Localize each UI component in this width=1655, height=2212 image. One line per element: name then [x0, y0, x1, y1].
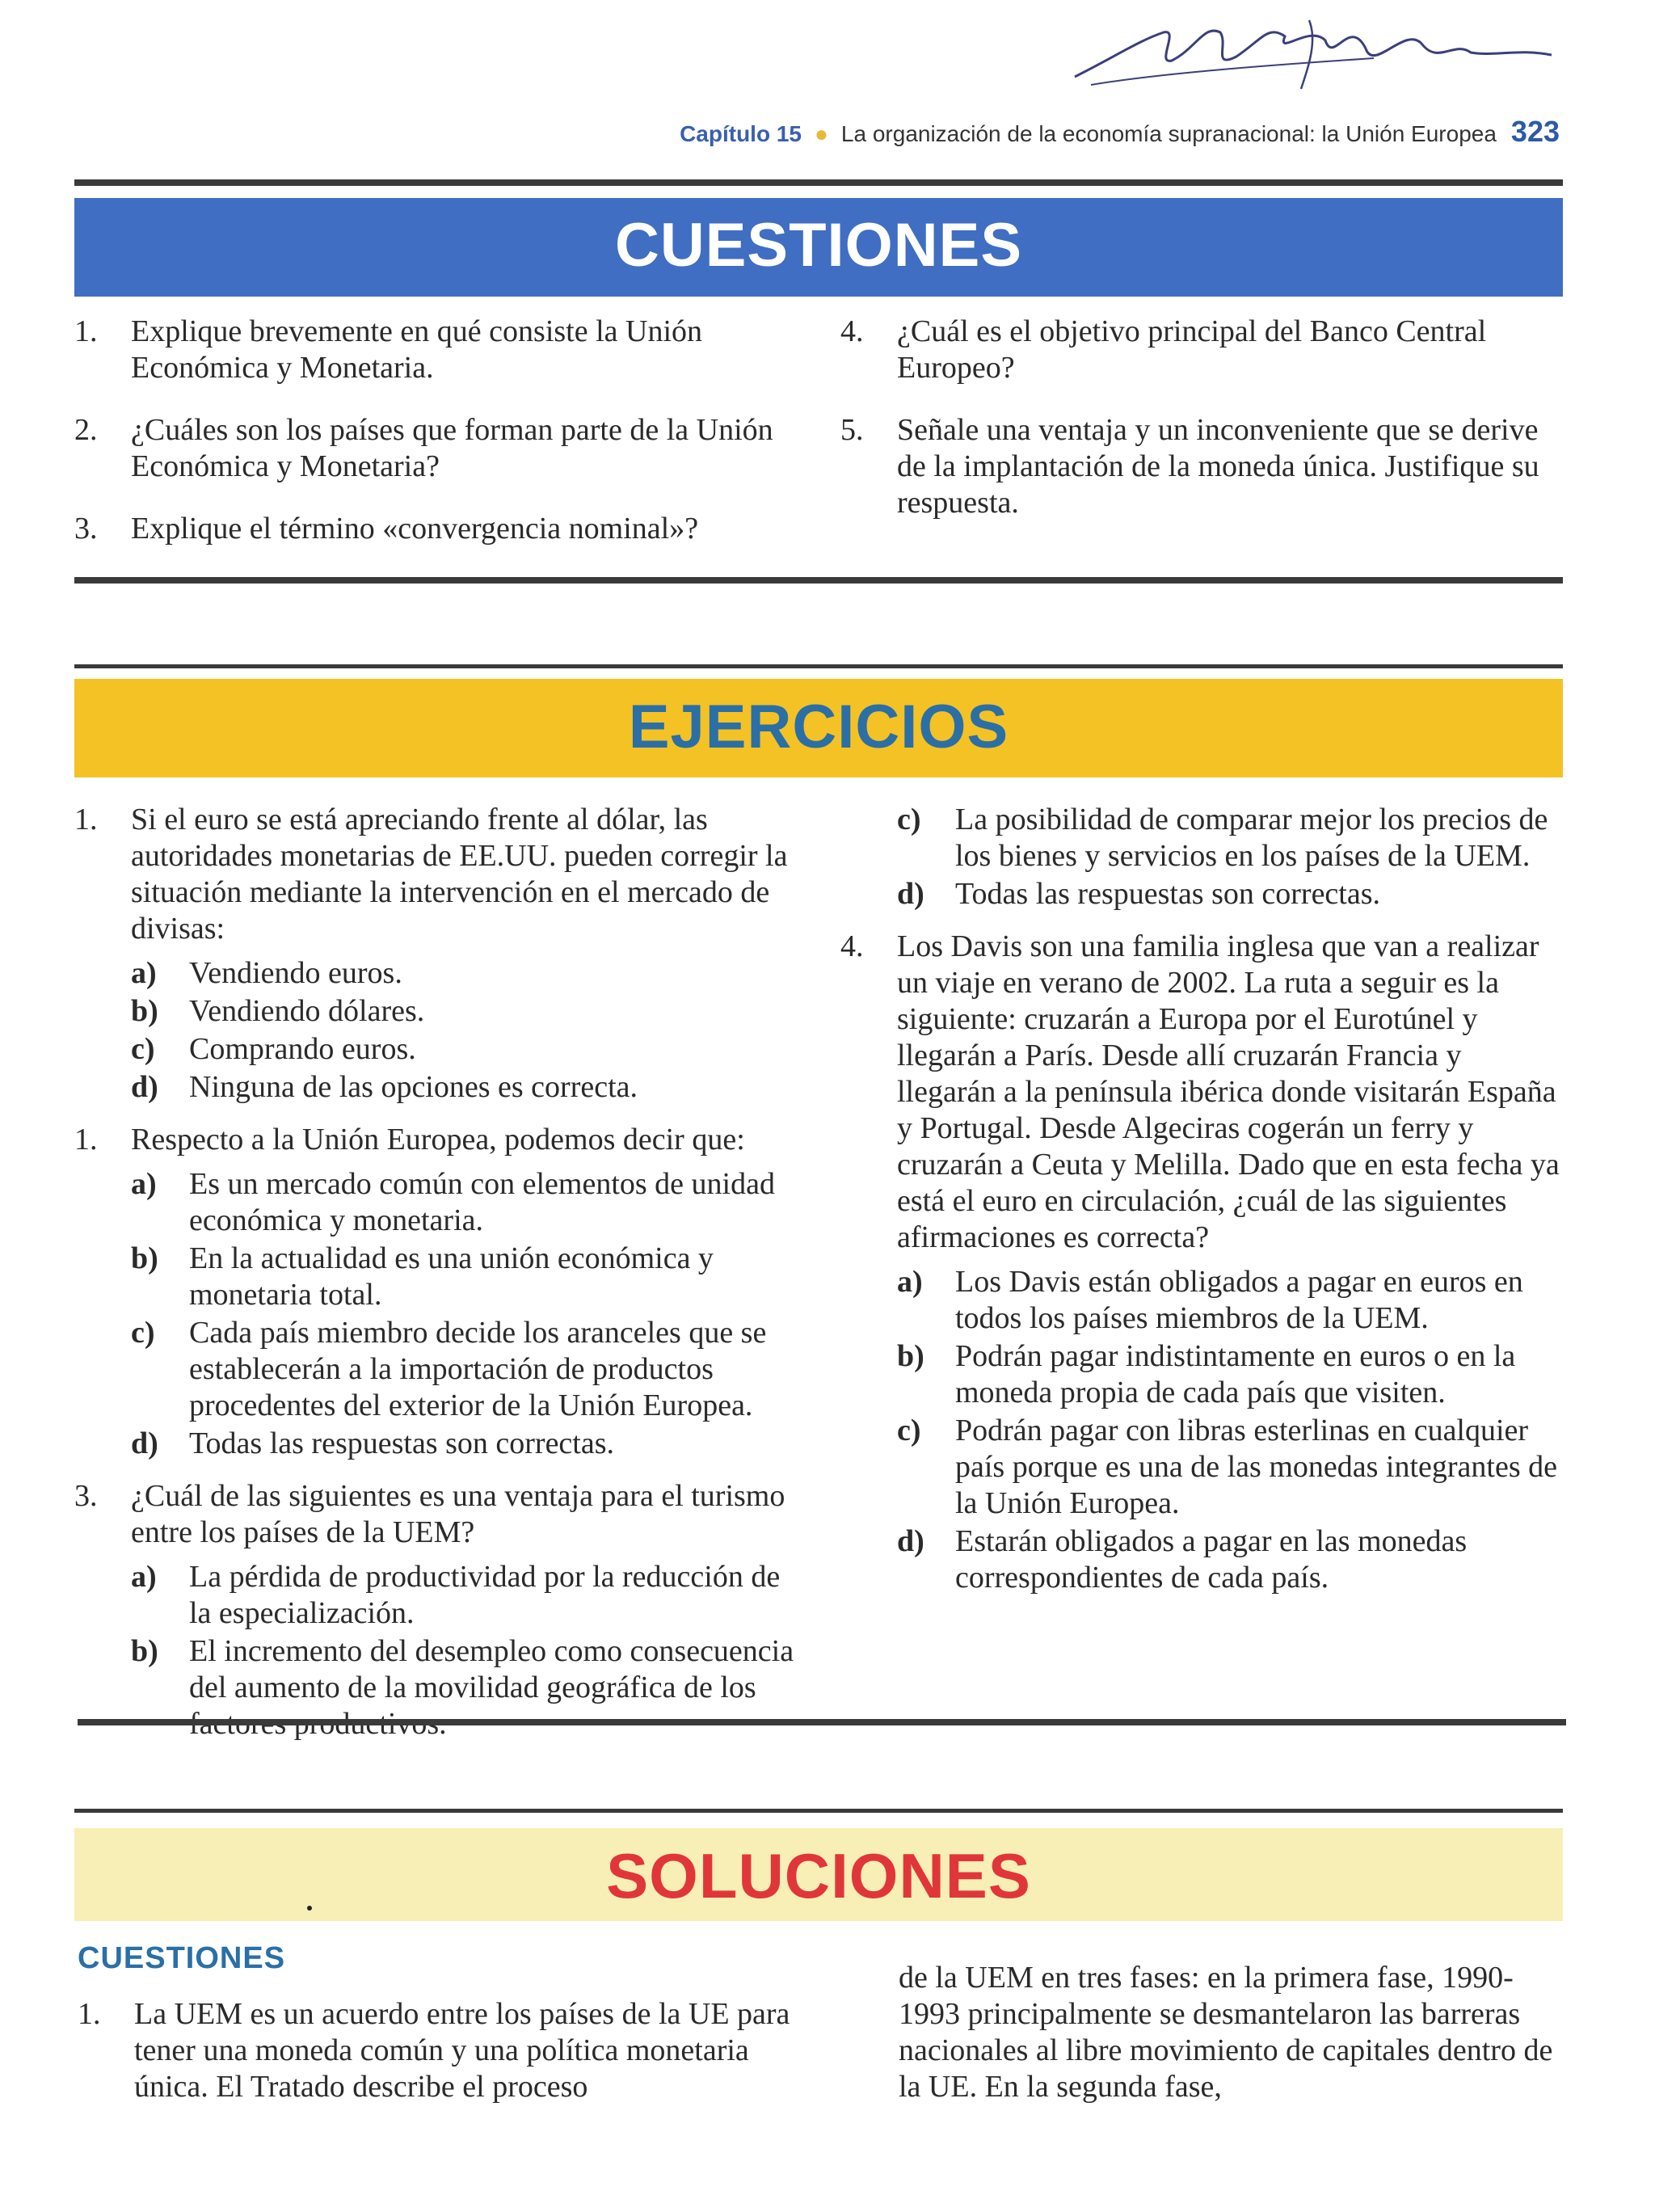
- answer-option: [897, 1523, 1568, 1596]
- answer-option: [897, 1338, 1568, 1411]
- option-letter: c): [131, 1032, 155, 1066]
- option-letter: d): [897, 877, 924, 911]
- option-text: Ninguna de las opciones es correcta.: [189, 1070, 638, 1104]
- section-divider: [74, 664, 1563, 668]
- option-letter: a): [131, 1560, 157, 1594]
- exercise-text: Respecto a la Unión Europea, podemos decir que:: [131, 1123, 745, 1157]
- question-item: [74, 314, 802, 386]
- question-item: [840, 412, 1564, 521]
- cuestiones-banner: CUESTIONES: [74, 198, 1563, 297]
- option-text: Vendiendo euros.: [189, 956, 402, 990]
- option-letter: b): [131, 1241, 158, 1275]
- question-text: ¿Cuáles son los países que forman parte de la Unión Económica y Monetaria?: [131, 413, 773, 483]
- exercise-item: [74, 1122, 802, 1462]
- answer-option: [897, 802, 1568, 874]
- option-letter: d): [897, 1524, 924, 1558]
- answer-option: [131, 1426, 802, 1462]
- option-text: Los Davis están obligados a pagar en euros en todos los países miembros de la UEM.: [955, 1265, 1523, 1335]
- solution-number: 1.: [78, 1997, 101, 2031]
- answer-option: [131, 1166, 802, 1239]
- answer-option: [131, 955, 802, 992]
- option-letter: b): [131, 1634, 158, 1668]
- exercise-number: 3.: [74, 1479, 98, 1513]
- running-header: [0, 115, 1560, 149]
- option-text: La pérdida de productividad por la reducción de la especialización.: [189, 1560, 781, 1630]
- exercise-number: 1.: [74, 1123, 98, 1157]
- section-divider: [74, 179, 1563, 186]
- answer-option: [131, 1069, 802, 1106]
- handwritten-signature: [1067, 8, 1560, 105]
- question-number: 2.: [74, 413, 98, 447]
- question-item: [840, 314, 1564, 386]
- option-letter: a): [131, 1167, 157, 1201]
- solution-text-continued: de la UEM en tres fases: en la primera fase, 1990-1993 principalmente se desmantelaron las barreras nacionales al libre movimiento de capitales dentro de la UE. En la segunda fase,: [899, 1961, 1553, 2104]
- answer-option: [131, 1559, 802, 1632]
- solution-item: [78, 1996, 805, 2105]
- option-text: Es un mercado común con elementos de unidad económica y monetaria.: [189, 1167, 775, 1237]
- bullet-dot-icon: ●: [815, 121, 828, 146]
- option-text: Comprando euros.: [189, 1032, 416, 1066]
- page-number: 323: [1510, 115, 1560, 148]
- option-letter: b): [131, 994, 158, 1028]
- answer-option: [897, 1413, 1568, 1522]
- answer-option: [131, 993, 802, 1030]
- question-number: 1.: [74, 314, 98, 348]
- question-number: 3.: [74, 512, 98, 546]
- answer-option: [897, 876, 1568, 912]
- question-text: Explique el término «convergencia nominal»?: [131, 512, 699, 546]
- question-text: Señale una ventaja y un inconveniente que se derive de la implantación de la moneda única. Justifique su respuesta.: [897, 413, 1539, 520]
- cuestiones-left-column: [74, 314, 802, 573]
- option-letter: c): [897, 1414, 921, 1447]
- stray-mark: [307, 1906, 312, 1911]
- option-text: Todas las respuestas son correctas.: [189, 1426, 615, 1460]
- exercise-text: ¿Cuál de las siguientes es una ventaja para el turismo entre los países de la UEM?: [131, 1479, 785, 1549]
- exercise-item: [74, 1478, 802, 1742]
- soluciones-left-column: [78, 1996, 805, 2131]
- option-text: Podrán pagar indistintamente en euros o en la moneda propia de cada país que visiten.: [955, 1339, 1516, 1409]
- chapter-label: Capítulo 15: [680, 121, 802, 146]
- answer-option: [897, 1264, 1568, 1337]
- option-letter: d): [131, 1426, 158, 1460]
- option-text: Todas las respuestas son correctas.: [955, 877, 1381, 911]
- answer-option: [131, 1241, 802, 1313]
- option-text: Vendiendo dólares.: [189, 994, 425, 1028]
- section-divider: [74, 1809, 1563, 1813]
- question-item: [74, 412, 802, 485]
- exercise-item: [840, 929, 1568, 1596]
- option-text: El incremento del desempleo como consecuencia del aumento de la movilidad geográfica de los: [189, 1634, 794, 1704]
- question-item: [74, 511, 802, 547]
- exercise-number: 4.: [840, 929, 864, 963]
- ejercicios-banner: EJERCICIOS: [74, 679, 1563, 777]
- exercise-text: Los Davis son una familia inglesa que van a realizar un viaje en verano de 2002. La ruta a seguir es la siguiente: cruzarán a Europa por el Eurotúnel y llegarán a París. Desde allí cruzarán Francia y llegarán a la península ibérica donde visitarán España y Portugal. Desde Algeciras cogerán un ferry y cruzarán a Ceuta y Melilla. Dado que en esta fecha ya está el euro en circulación, ¿cuál de las siguientes afirmaciones es correcta?: [897, 929, 1560, 1254]
- soluciones-subheading: CUESTIONES: [78, 1941, 286, 1975]
- option-text: Estarán obligados a pagar en las monedas correspondientes de cada país.: [955, 1524, 1468, 1595]
- section-divider: [74, 577, 1563, 584]
- solution-text: La UEM es un acuerdo entre los países de la UE para tener una moneda común y una política monetaria única. El Tratado describe el proceso: [134, 1997, 790, 2104]
- exercise-text: Si el euro se está apreciando frente al dólar, las autoridades monetarias de EE.UU. pueden corregir la situación mediante la intervención en el mercado de divisas:: [131, 803, 788, 946]
- option-letter: c): [131, 1316, 155, 1350]
- ejercicios-right-column: [840, 802, 1568, 1612]
- answer-option: [131, 1031, 802, 1068]
- option-letter: d): [131, 1070, 158, 1104]
- option-text: La posibilidad de comparar mejor los precios de los bienes y servicios en los países de la UEM.: [955, 803, 1548, 873]
- exercise-item: [74, 802, 802, 1106]
- question-number: 4.: [840, 314, 864, 348]
- ejercicios-left-column: [74, 802, 802, 1759]
- chapter-title: La organización de la economía supranacional: la Unión Europea: [840, 121, 1497, 146]
- question-text: Explique brevemente en qué consiste la Unión Económica y Monetaria.: [131, 314, 703, 385]
- answer-option: [131, 1315, 802, 1424]
- option-text: Podrán pagar con libras esterlinas en cualquier país porque es una de las monedas integrantes de la Unión Europea.: [955, 1414, 1557, 1520]
- option-text: En la actualidad es una unión económica y monetaria total.: [189, 1241, 714, 1312]
- soluciones-banner: SOLUCIONES: [74, 1828, 1563, 1921]
- option-letter: a): [897, 1265, 923, 1299]
- exercise-item-continued: [840, 802, 1568, 912]
- option-text: Cada país miembro decide los aranceles que se establecerán a la importación de productos procedentes del exterior de la Unión Europea.: [189, 1316, 767, 1422]
- section-divider: [78, 1719, 1566, 1725]
- exercise-number: 1.: [74, 803, 98, 836]
- option-letter: a): [131, 956, 157, 990]
- option-letter: c): [897, 803, 921, 836]
- soluciones-right-column: [899, 1960, 1569, 2105]
- cuestiones-right-column: [840, 314, 1564, 547]
- option-letter: b): [897, 1339, 924, 1373]
- question-text: ¿Cuál es el objetivo principal del Banco Central Europeo?: [897, 314, 1487, 385]
- answer-option: [131, 1633, 802, 1742]
- question-number: 5.: [840, 413, 864, 447]
